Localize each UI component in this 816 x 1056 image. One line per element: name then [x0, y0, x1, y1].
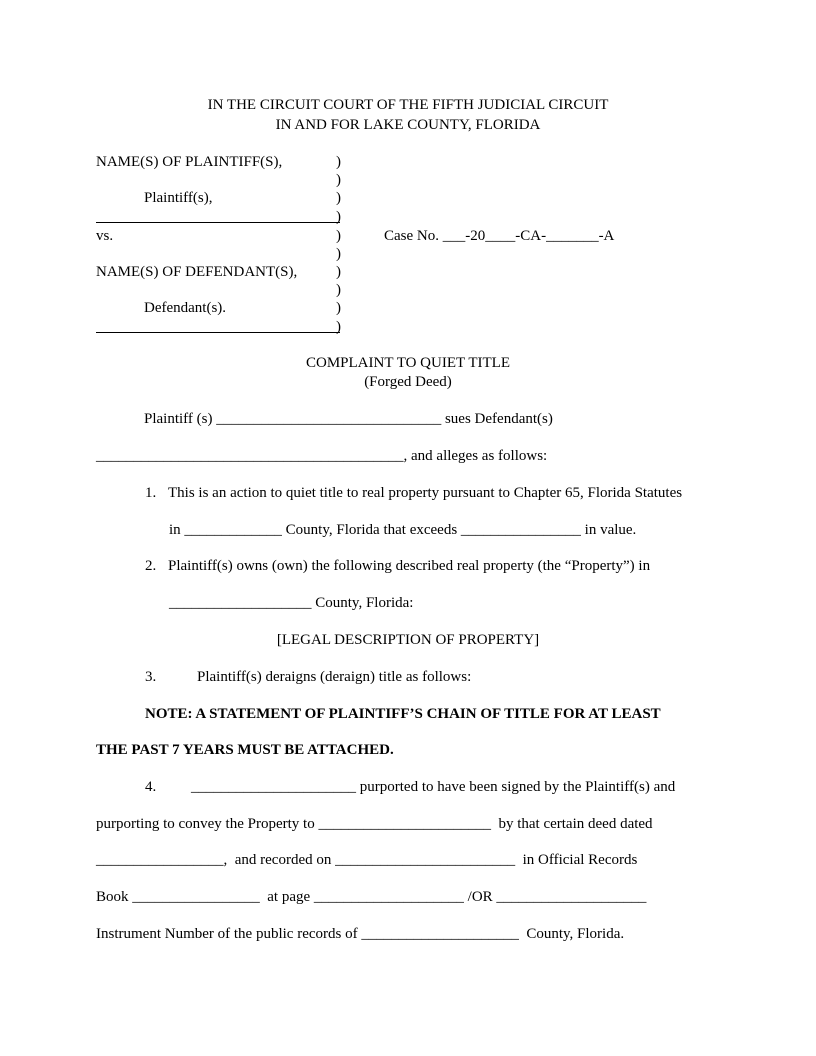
- paragraph-4-line-2: purporting to convey the Property to _______________________ by that certain deed dated: [96, 816, 653, 832]
- intro-line-1: Plaintiff (s) ______________________________ sues Defendant(s): [144, 411, 553, 427]
- court-header-line-2: IN AND FOR LAKE COUNTY, FLORIDA: [275, 117, 541, 133]
- defendant-name-label: NAME(S) OF DEFENDANT(S),: [96, 264, 298, 280]
- paragraph-4-line-5: Instrument Number of the public records of _____________________ County, Florida.: [96, 926, 625, 942]
- chain-of-title-note-line-2: THE PAST 7 YEARS MUST BE ATTACHED.: [96, 742, 394, 758]
- caption-paren: ): [336, 264, 341, 280]
- paragraph-1-line-2: in _____________ County, Florida that exceeds ________________ in value.: [169, 522, 637, 538]
- chain-of-title-note-line-1: NOTE: A STATEMENT OF PLAINTIFF’S CHAIN OF TITLE FOR AT LEAST: [145, 706, 661, 722]
- paragraph-2-line-2: ___________________ County, Florida:: [169, 595, 414, 611]
- paragraph-3-number: 3.: [145, 669, 157, 685]
- caption-paren: ): [336, 190, 341, 206]
- court-header-line-1: IN THE CIRCUIT COURT OF THE FIFTH JUDICIAL CIRCUIT: [207, 97, 609, 113]
- caption-paren: ): [336, 319, 341, 335]
- paragraph-3-line-1: Plaintiff(s) deraigns (deraign) title as follows:: [197, 669, 472, 685]
- caption-paren: ): [336, 246, 341, 262]
- caption-paren: ): [336, 300, 341, 316]
- paragraph-4-line-3: _________________, and recorded on ________________________ in Official Records: [96, 852, 638, 868]
- defendant-role-label: Defendant(s).: [144, 300, 227, 316]
- caption-paren: ): [336, 154, 341, 170]
- versus-label: vs.: [96, 228, 114, 244]
- caption-paren: ): [336, 228, 341, 244]
- caption-paren: ): [336, 172, 341, 188]
- intro-line-2: _________________________________________, and alleges as follows:: [96, 448, 548, 464]
- defendant-signature-rule: [96, 332, 340, 333]
- complaint-subtitle: (Forged Deed): [364, 374, 452, 390]
- plaintiff-role-label: Plaintiff(s),: [144, 190, 213, 206]
- paragraph-2-number: 2.: [145, 558, 157, 574]
- paragraph-4-line-4: Book _________________ at page ____________________ /OR ____________________: [96, 889, 647, 905]
- complaint-title: COMPLAINT TO QUIET TITLE: [305, 355, 511, 371]
- case-number: Case No. ___-20____-CA-_______-A: [384, 228, 615, 244]
- plaintiff-name-label: NAME(S) OF PLAINTIFF(S),: [96, 154, 283, 170]
- legal-description-placeholder: [LEGAL DESCRIPTION OF PROPERTY]: [276, 632, 540, 648]
- paragraph-1-line-1: This is an action to quiet title to real property pursuant to Chapter 65, Florida Statutes: [168, 485, 683, 501]
- paragraph-2-line-1: Plaintiff(s) owns (own) the following described real property (the “Property”) in: [168, 558, 651, 574]
- paragraph-4-number: 4.: [145, 779, 157, 795]
- caption-paren: ): [336, 282, 341, 298]
- caption-paren: ): [336, 209, 341, 225]
- paragraph-4-line-1: ______________________ purported to have been signed by the Plaintiff(s) and: [191, 779, 676, 795]
- plaintiff-signature-rule: [96, 222, 340, 223]
- paragraph-1-number: 1.: [145, 485, 157, 501]
